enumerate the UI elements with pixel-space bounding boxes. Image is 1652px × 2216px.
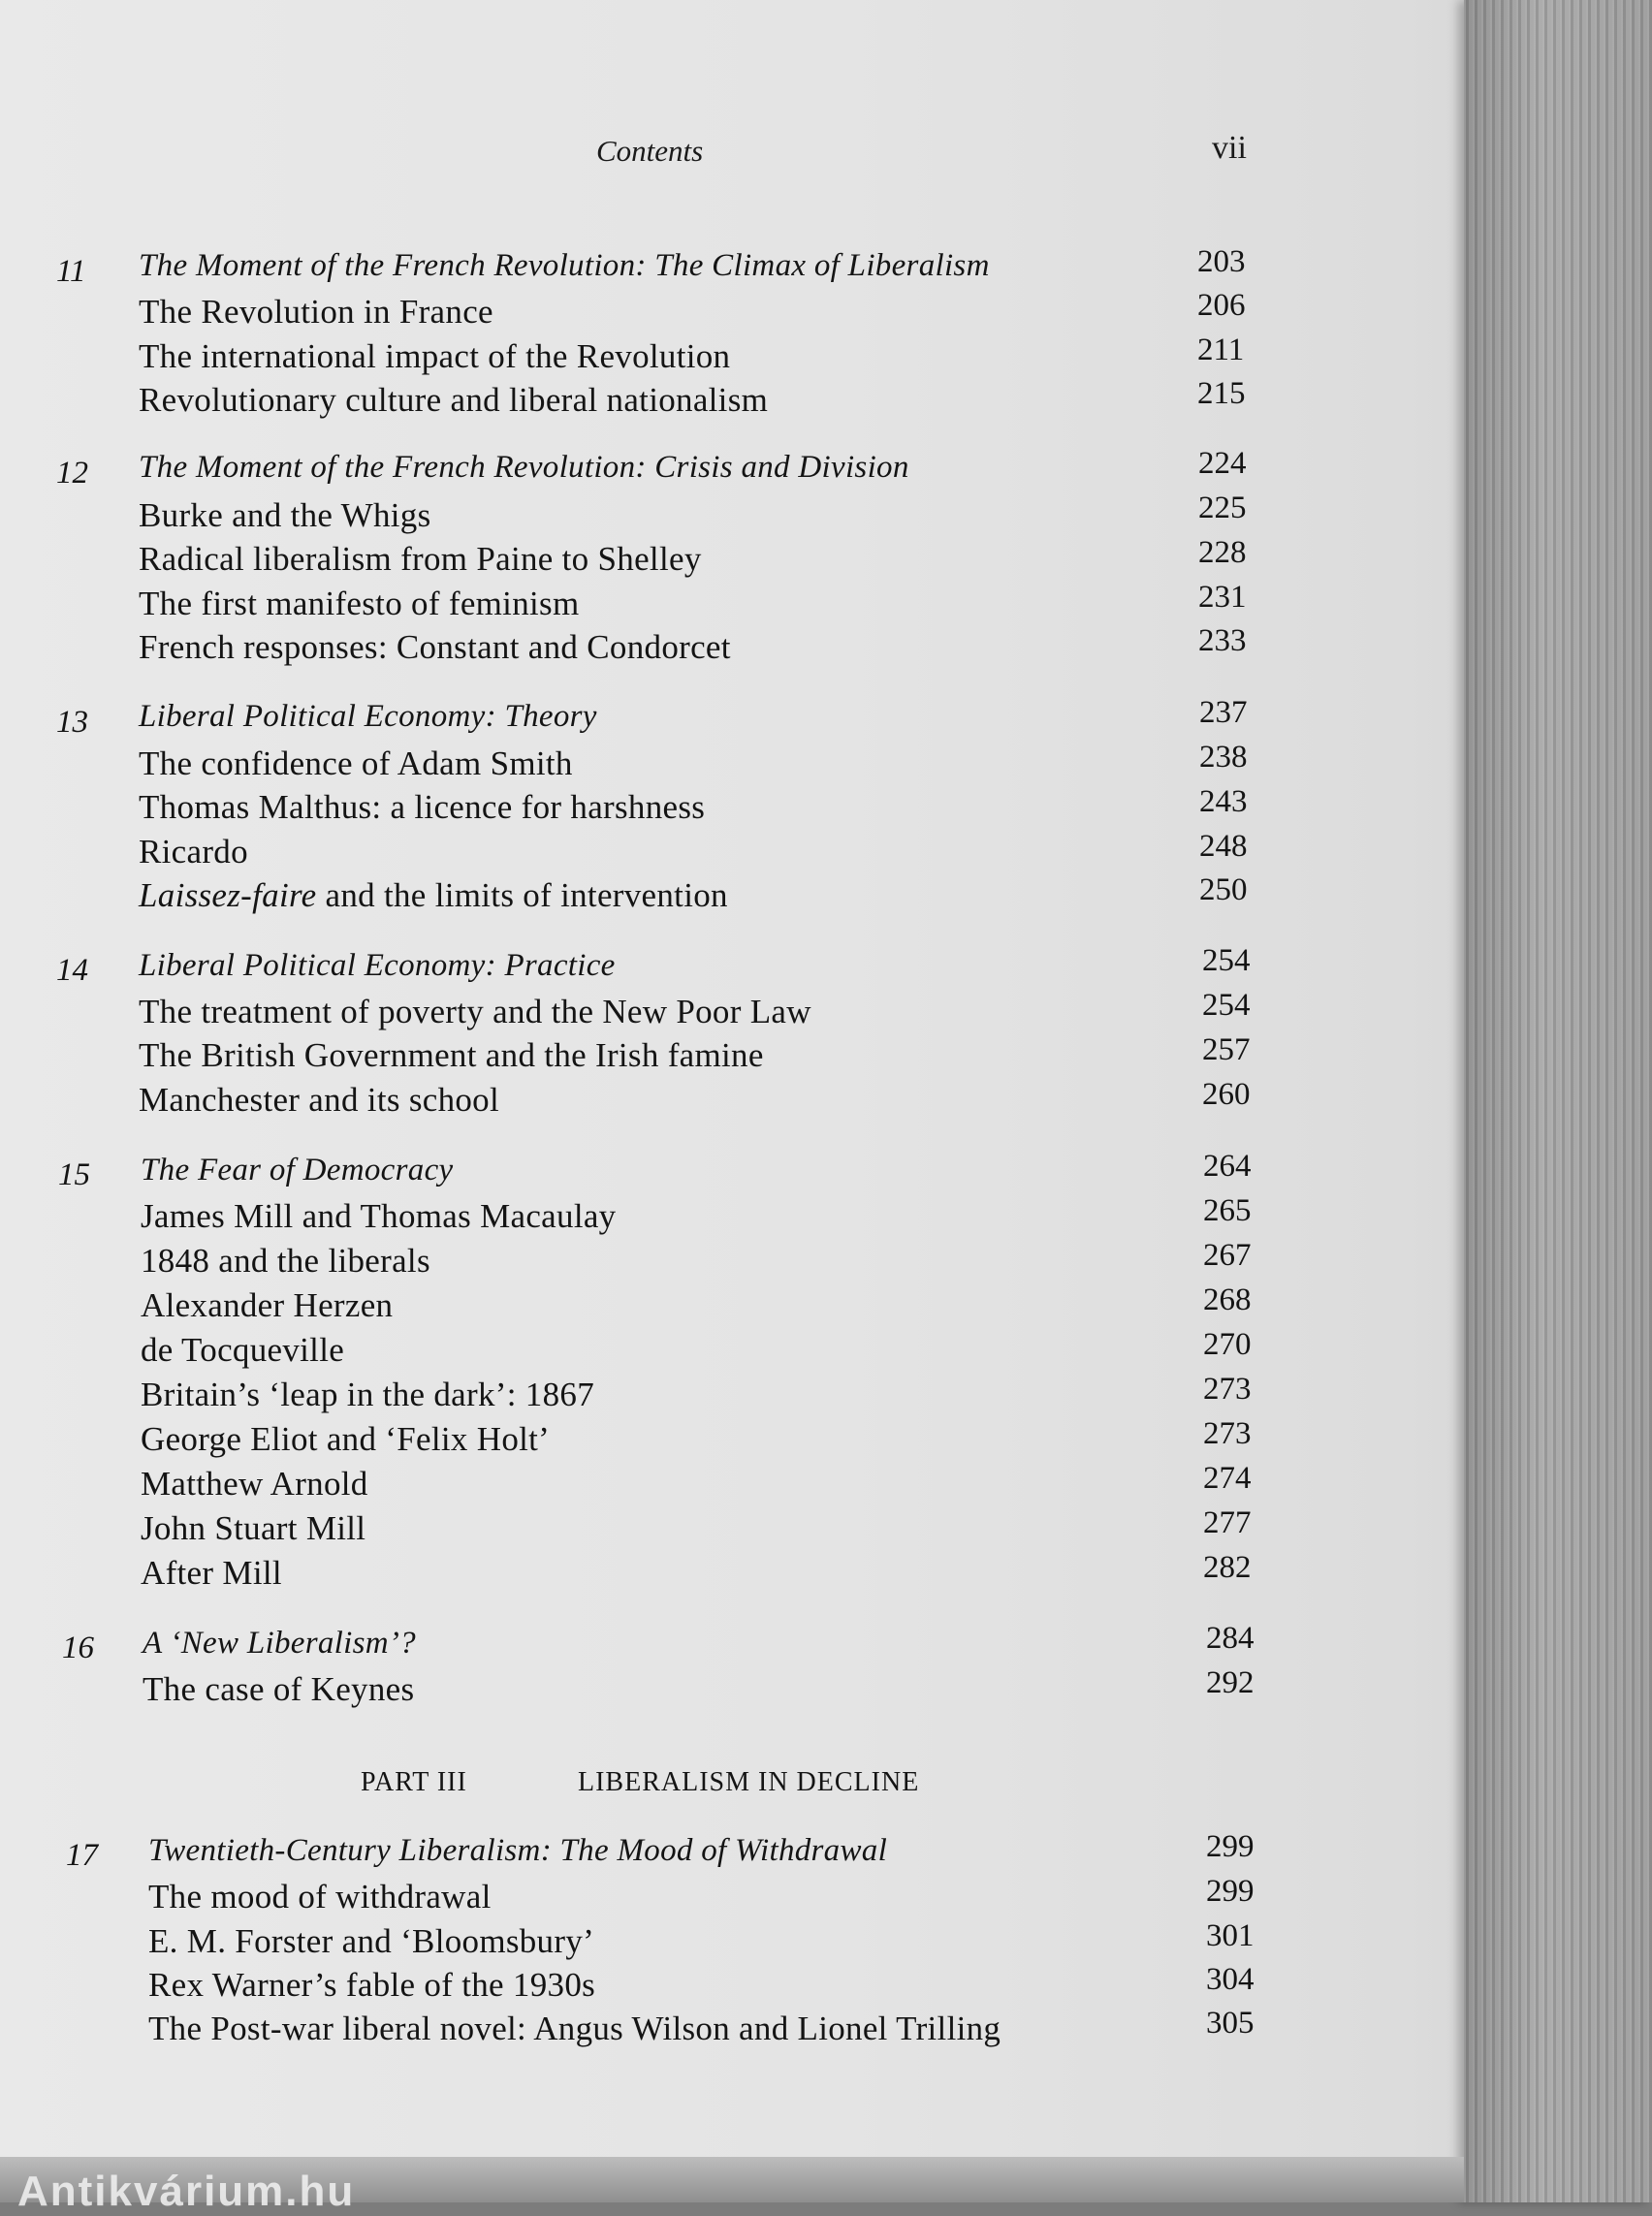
section-page: 206 (1197, 288, 1246, 323)
chapter-title: A ‘New Liberalism’? (143, 1626, 416, 1661)
section-title: The Post-war liberal novel: Angus Wilson and Lionel Trilling (148, 2010, 1001, 2047)
section-page: 270 (1203, 1327, 1252, 1362)
section-page: 238 (1199, 740, 1248, 775)
section-title: Ricardo (139, 833, 248, 871)
section-title: The Revolution in France (139, 293, 493, 331)
section-page: 233 (1198, 623, 1247, 658)
section-page: 250 (1199, 872, 1248, 907)
section-title: Burke and the Whigs (139, 496, 431, 534)
chapter-page: 264 (1203, 1149, 1252, 1184)
section-title: Rex Warner’s fable of the 1930s (148, 1966, 596, 2004)
chapter-number: 16 (62, 1630, 94, 1665)
section-title: James Mill and Thomas Macaulay (141, 1197, 617, 1235)
section-page: 292 (1206, 1665, 1255, 1700)
section-title: 1848 and the liberals (141, 1242, 430, 1280)
section-page: 267 (1203, 1238, 1252, 1273)
part-label: PART III (361, 1767, 467, 1797)
section-title: French responses: Constant and Condorcet (139, 628, 731, 666)
section-page: 277 (1203, 1505, 1252, 1540)
section-title: The British Government and the Irish famine (139, 1036, 764, 1074)
section-title: The confidence of Adam Smith (139, 744, 573, 782)
chapter-title: The Moment of the French Revolution: Crisis and Division (139, 450, 909, 485)
section-page: 273 (1203, 1416, 1252, 1451)
section-title: John Stuart Mill (141, 1509, 366, 1547)
section-page: 254 (1202, 988, 1251, 1023)
section-title: The international impact of the Revolution (139, 337, 731, 375)
chapter-page: 224 (1198, 446, 1247, 481)
section-title: E. M. Forster and ‘Bloomsbury’ (148, 1922, 595, 1960)
chapter-page: 254 (1202, 943, 1251, 978)
section-title (139, 876, 728, 915)
section-page: 231 (1198, 580, 1247, 615)
running-head-page-number: vii (1212, 130, 1247, 166)
section-page: 273 (1203, 1372, 1252, 1407)
section-title: Thomas Malthus: a licence for harshness (139, 788, 706, 826)
section-title-italic: Laissez-faire (139, 876, 317, 914)
section-page: 282 (1203, 1550, 1252, 1585)
section-title: The first manifesto of feminism (139, 585, 580, 622)
chapter-title: The Moment of the French Revolution: The Climax of Liberalism (139, 248, 990, 283)
section-title: Revolutionary culture and liberal nationalism (139, 381, 769, 419)
section-page: 211 (1197, 332, 1245, 367)
section-title: After Mill (141, 1554, 282, 1592)
section-title: Matthew Arnold (141, 1465, 368, 1503)
section-page: 305 (1206, 2006, 1255, 2041)
section-title: The mood of withdrawal (148, 1878, 492, 1915)
chapter-page: 284 (1206, 1621, 1255, 1656)
part-title: LIBERALISM IN DECLINE (578, 1767, 920, 1797)
section-title-rest: and the limits of intervention (316, 876, 728, 914)
section-page: 299 (1206, 1874, 1255, 1909)
section-page: 248 (1199, 829, 1248, 864)
chapter-number: 13 (56, 705, 88, 740)
section-page: 268 (1203, 1282, 1252, 1317)
section-page: 243 (1199, 784, 1248, 819)
chapter-title: Liberal Political Economy: Theory (139, 699, 597, 734)
chapter-number: 14 (56, 953, 88, 988)
section-page: 225 (1198, 491, 1247, 525)
chapter-title: The Fear of Democracy (141, 1153, 454, 1187)
section-page: 301 (1206, 1918, 1255, 1953)
section-title: The treatment of poverty and the New Poor Law (139, 993, 811, 1030)
section-title: Manchester and its school (139, 1081, 499, 1119)
section-title: Britain’s ‘leap in the dark’: 1867 (141, 1376, 595, 1413)
section-page: 257 (1202, 1032, 1251, 1067)
chapter-page: 203 (1197, 244, 1246, 279)
chapter-title: Liberal Political Economy: Practice (139, 948, 616, 983)
chapter-number: 15 (58, 1157, 90, 1192)
chapter-page: 299 (1206, 1829, 1255, 1864)
running-head-title: Contents (596, 134, 704, 168)
section-title: The case of Keynes (143, 1670, 415, 1708)
chapter-title: Twentieth-Century Liberalism: The Mood of Withdrawal (148, 1833, 888, 1868)
watermark: Antikvárium.hu (17, 2168, 356, 2215)
chapter-number: 17 (66, 1838, 98, 1873)
section-title: George Eliot and ‘Felix Holt’ (141, 1420, 551, 1458)
section-page: 260 (1202, 1077, 1251, 1112)
section-page: 228 (1198, 535, 1247, 570)
section-page: 304 (1206, 1962, 1255, 1997)
section-title: Alexander Herzen (141, 1286, 394, 1324)
section-title: Radical liberalism from Paine to Shelley (139, 540, 702, 578)
section-page: 274 (1203, 1461, 1252, 1496)
section-title: de Tocqueville (141, 1331, 345, 1369)
chapter-number: 11 (56, 254, 86, 289)
section-page: 265 (1203, 1193, 1252, 1228)
chapter-number: 12 (56, 456, 88, 491)
section-page: 215 (1197, 376, 1246, 411)
chapter-page: 237 (1199, 695, 1248, 730)
